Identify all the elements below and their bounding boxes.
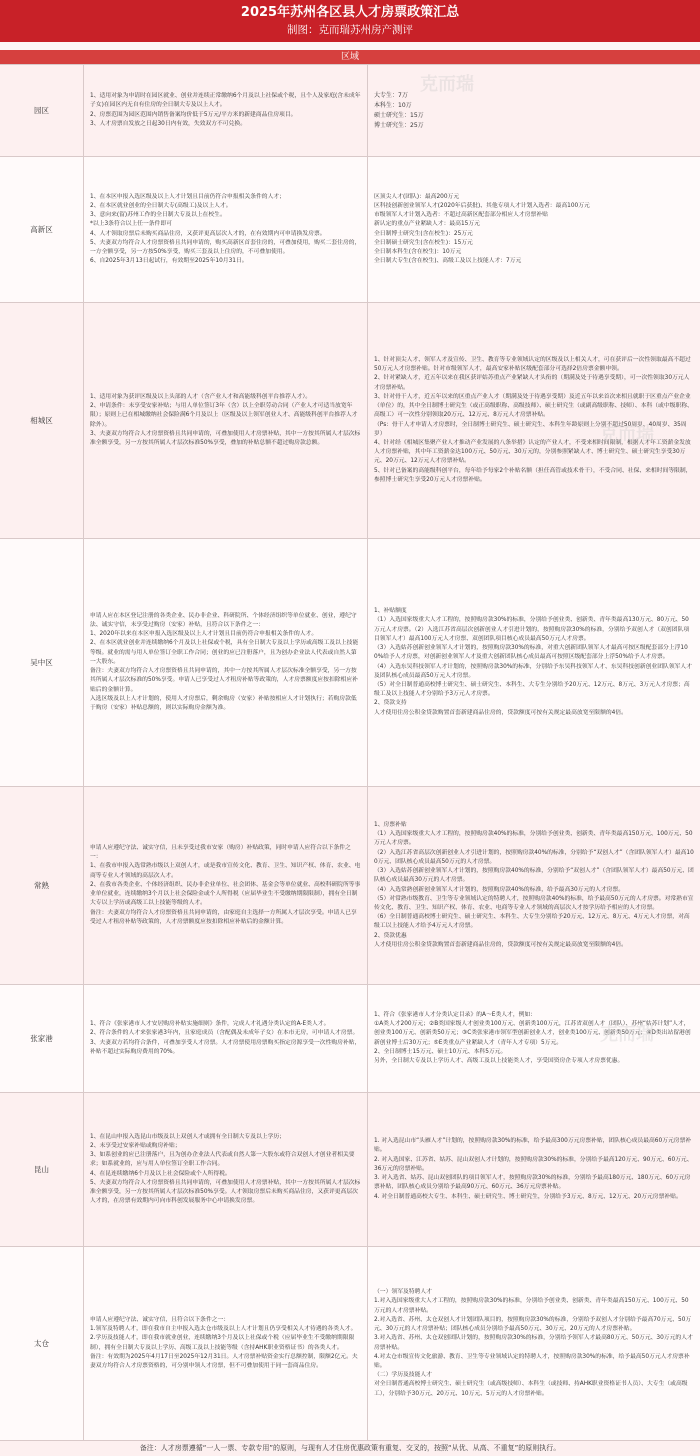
eligibility-cell	[84, 65, 368, 156]
subsidy-line: 区顶尖人才(团队)：最高200万元	[374, 193, 460, 200]
subsidy-line: 市级领军人才计划入选者：不超过高新区配套部分相应人才房票补贴	[374, 212, 548, 219]
subsidy-line: 5、针对已备案的高能级科创平台，每年给予每家2个补贴名额（担任高管或技术骨干），不受合同、社保、来相时间等限制，参照博士研究生享受20万元人才房票补贴。	[374, 467, 692, 483]
eligibility-line: 1、在昆山申报入选昆山市级及以上双创人才或拥有全日制大专及以上学历；	[90, 1133, 285, 1140]
region-name: 太仓	[0, 1247, 84, 1440]
eligibility-cell	[84, 157, 368, 302]
subsidy-line: （3）入选姑苏创新创业领军人才计划的，按照购房款30%的标准，对重大创新团队领军人才最高可按区级配套部分上浮100%给予人才房票，对创新创业领军人才及重大创新团队核心成员最高可按照区级配套部分上浮50%给予人才房票。	[374, 645, 688, 661]
eligibility-line: 5、夫妻双方均符合人才房票资格且共同申请的，购买高新区首套住房的，可叠加使用，购买二套住房的，一方全额享受，另一方按50%享受，购买三套及以上住房的，不可叠加使用。	[90, 239, 361, 255]
eligibility-line: 4、人才领取房票后未购买商品住房，又获评更高层次人才的，在有效期内可申请换发房票。	[90, 230, 326, 237]
subsidy-line: 2、贷款支持	[374, 700, 407, 707]
subsidy-line: 3.对入选省、苏州、太仓双创团队计划的，按照购房款30%的标准，分别给予领军人才最高80万元、50万元、30万元的人才房票补贴。	[374, 1335, 693, 1351]
eligibility-line: 申请人应遵纪守法、诚实守信，且未享受过我市安家（购房）补贴政策，同时申请人应符合以下条件之一：	[90, 845, 351, 861]
subsidy-line: 对全日制普通高校博士研究生、硕士研究生（或高级技师）、本科生（或技师、持AHK职业资格证书人员）、大专生（或高级工），分别给予30万元、20万元、10万元、5万元的人才房票补贴。	[374, 1381, 688, 1397]
subsidy-line: （5）对全日制普通高校博士研究生、硕士研究生、本科生、大专生分别给予20万元、12万元、8万元、3万元人才房票；高级工及以上技能人才分别给予3万元人才房票。	[374, 681, 690, 698]
subsidy-line: （一）领军及特聘人才	[374, 1289, 432, 1296]
eligibility-line: 3、夫妻双方若均符合条件，可叠加享受人才房票。人才房票使用房票购买指定房源享受一次性购房补贴，补贴不超过实际购房费用的70%。	[90, 1039, 361, 1055]
region-row	[0, 786, 700, 984]
subsidy-cell	[368, 539, 700, 786]
eligibility-line: 申请人应遵纪守法、诚实守信，且符合以下条件之一：	[90, 1316, 230, 1323]
subsidy-line: 1、房票补贴	[374, 822, 407, 829]
subsidy-line: 1. 对入选昆山市“头雁人才”计划的，按照购房款30%的标准，给予最高300万元房票补贴，团队核心成员最高60万元房票补贴。	[374, 1138, 692, 1154]
region-row	[0, 984, 700, 1092]
watermark: 克而瑞	[420, 74, 474, 95]
subsidy-line: （3）入选姑苏创新创业领军人才计划的，按照购房款40%的标准，分别给予“双创人才”（含团队领军人才）最高50万元、团队核心成员最高30万元的人才房票。	[374, 868, 694, 884]
region-name: 园区	[0, 65, 84, 156]
subsidy-line: 博士研究生：25万	[374, 121, 424, 129]
subsidy-line: （4）入选常熟创新创业领军人才计划的，按照购房款40%的标准，给予最高30万元的人才房票。	[374, 886, 625, 893]
eligibility-line: 6、自2025年3月13日起试行，有效期至2025年10月31日。	[90, 258, 248, 265]
eligibility-line: 2、在我市各类企业、个体经济组织、民办非企业单位、社会团体、基金会等单位就业、高校科研院所等事业单位就业，连续缴纳3个月以上社会保险金或个人所得税（应届毕业生不受缴纳期限限制），拥有全日制大专以上学历或高级工以上技能等级的人才。	[90, 881, 361, 907]
subsidy-line: 2、针对紧缺人才，近五年以来在我区获评姑苏重点产业紧缺人才头衔的（期满及处于待遇享受期），可一次性领取30万元人才房票补贴。	[374, 375, 690, 391]
watermark: 克而瑞	[600, 1024, 654, 1045]
eligibility-cell	[84, 985, 368, 1092]
region-name: 相城区	[0, 303, 84, 538]
eligibility-line: 1、在本区申报入选区级及以上人才计划且目前仍符合申报相关条件的人才；	[90, 193, 285, 200]
eligibility-line: 1、适用对象为获评区级及以上头部的人才（含产业人才和高能级科创平台推荐人才）。	[90, 393, 312, 400]
eligibility-line: 1.领军及特聘人才，即在我市自主申报入选太仓市级及以上人才计划且仍享受相关人才待遇的各类人才。	[90, 1326, 357, 1333]
subsidy-line: 2.对入选省、苏州、太仓双创人才计划团队项目的，按照购房款30%的标准，分别给予双创人才分别给予最高70万元、50万元、30万元的人才房票补贴；团队核心成员分别给予最高50万元、30万元、20万元的人才房票补贴。	[374, 1316, 692, 1333]
eligibility-line: 1、适用对象为申请时在园区就业、创业并连续正常缴纳6个月及以上社保或个税，且个人及家庭(含未成年子女)在园区内无自有住房的全日制大专及以上人才。	[90, 93, 361, 109]
subsidy-line: 4.对太仓市级宣传文化旅游、教育、卫生等专业领域认定的特聘人才，按照购房款30%的标准，给予最高50万元人才房票补贴。	[374, 1353, 690, 1369]
subsidy-line: 2、贷款优惠	[374, 932, 407, 939]
subsidy-cell	[368, 1093, 700, 1246]
eligibility-line: 备注：有效期为2025年4月17日至2025年12月31日。人才房票补贴资金实行总额控制，限额2亿元。夫妻双方均符合人才房票资格的，可分别申领人才房票，但不可叠加使用于同一套商品住房。	[90, 1353, 358, 1369]
eligibility-line: 备注：夫妻双方均符合人才房票资格且共同申请的，其中一方按其所属人才层次标准全额享受，另一方按其所属人才层次标准的50%享受。申请人已享受过人才租房补贴等政策的，人才房票额度应按扣除相应补贴后的金额计算。	[90, 668, 358, 693]
page-subtitle: 制图：克而瑞苏州房产测评	[287, 24, 413, 36]
subsidy-line: （1）入选国家级重大人才工程的，按照购房款30%的标准，分别给予创业类、创新类、青年类最高130万元、80万元、50万元人才房票。（2）入选江苏省高层次创新创业人才引进计划的，按照购房款30%的标准，分别给予双创人才（双创团队项目领军人才）最高100万元人才房票、双创团队项目核心成员最高50万元人才房票。	[374, 617, 690, 642]
eligibility-line: 2、未享受过安家补贴或购房补贴；	[90, 1142, 181, 1149]
eligibility-line: 1、在我市申报入选常熟市级以上双创人才，或是我市宣传文化、教育、卫生、知识产权、体育、农业、电商等专业人才领域的高层次人才。	[90, 863, 361, 879]
subsidy-line: 4、针对经《相城区集聚产业人才推动产业发展的八条举措》认定的产业人才，不受来相时间限制，根据人才年工资薪金发放人才房票补贴，其中年工资薪金达100万元、50万元、30万元的，分别参照紧缺人才、博士研究生、硕士研究生享受30万元、20万元、12万元人才房票补贴。	[374, 439, 691, 465]
eligibility-line: 2、在本区就业创业的全日制大专(高级工)及以上人才。	[90, 202, 232, 209]
subsidy-cell	[368, 65, 700, 156]
subsidy-line: （4）入选东吴科技领军人才计划的，按照购房款30%的标准，分别给予东吴科技领军人才、东吴科技创新创业团队领军人才及团队核心成员最高50万元人才房票。	[374, 663, 693, 679]
region-name: 吴中区	[0, 539, 84, 786]
region-row	[0, 156, 700, 302]
subsidy-line: 1、针对顶尖人才、领军人才及宣传、卫生、教育等专业领域认定的区级及以上相关人才，可在获评后一次性领取最高不超过50万元人才房票补贴。针对市级领军人才，最高安家补贴区级配套部分可选择2倍房票金额申领。	[374, 357, 691, 373]
page-title: 2025年苏州各区县人才房票政策汇总	[240, 5, 460, 20]
subsidy-cell	[368, 985, 700, 1092]
eligibility-line: 3、人才房票自发放之日起30日内有效，失效双方不可兑换。	[90, 120, 246, 127]
eligibility-line: 2、在本区就业创业并连续缴纳6个月及以上社保或个税，具有全日制大专及以上学历或高级工及以上技能等级。就业的需与用人单位签订全职工作合同；创业的应已注册落户，且为创办企业法人代表或自然人第一大股东。	[90, 640, 359, 665]
subsidy-line: 另外，全日制大专及以上学历人才、高级工及以上技能类人才，享受国资房企专项人才房票优惠。	[374, 1057, 624, 1064]
region-name: 常熟	[0, 787, 84, 984]
eligibility-line: 3、如系创业的应已注册落户，且为创办企业法人代表或自然人第一大股东或符合双创人才创业者相关要求；如系就业的，应与用人单位签订全职工作合同。	[90, 1152, 355, 1168]
eligibility-line: 3、意向来(留)苏州工作的全日制大专及以上在校生。	[90, 212, 226, 219]
subsidy-cell	[368, 787, 700, 984]
eligibility-line: 3、夫妻双方均符合人才房票资格且共同申请的，可叠加使用人才房票补贴，其中一方按其所属人才层次标准全额享受，另一方按其所属人才层次标准50%享受，叠加的补贴总额不超过购房款总额。	[90, 430, 361, 446]
subsidy-cell	[368, 303, 700, 538]
region-name: 高新区	[0, 157, 84, 302]
eligibility-line: 备注：夫妻双方均符合人才房票资格且共同申请的，由家庭自主选择一方所属人才层次享受。申请人已享受过人才租房补贴等政策的，人才房票额度应按扣除相应补贴后的金额计算。	[90, 909, 357, 925]
watermark: 克而瑞	[600, 424, 654, 445]
subsidy-line: 3、针对骨干人才，近五年以来的区重点产业人才（期满及处于待遇享受期）及近五年以来首次来相且就职于区重点产业企业（单位）的，其中全日制博士研究生（或正高级职称、高级技师）、硕士研究生（或副高级职称、技师）、本科（或中级职称、高级工）可一次性分别领取20万元、12万元、8万元人才房票补贴。	[374, 393, 693, 419]
eligibility-cell	[84, 1093, 368, 1246]
region-row	[0, 1246, 700, 1440]
subsidy-line: ①A类人才200万元；②B类国家级人才创业类100万元、创新类100万元，江苏省双创人才（团队）、苏州“姑苏计划”人才，创业类100万元、创新类50万元；③C类张家港市领军型创新创业人才，创业类100万元、创新类50万元；④D类出站留港创新创业博士后30万元；⑤E类重点产业紧缺人才（青年人才专项）5万元。	[374, 1021, 691, 1046]
subsidy-line: 1、补贴额度	[374, 608, 407, 615]
subsidy-line: 本科生：10万	[374, 101, 412, 109]
subsidy-line: 2、全日制博士15万元、硕士10万元、本科5万元。	[374, 1048, 507, 1055]
subsidy-cell	[368, 1247, 700, 1440]
subsidy-line: （5）对常熟市级教育、卫生等专业领域认定的特聘人才，按照购房款40%的标准，给予最高50万元的人才房票。对常熟市宣传文化、教育、卫生、知识产权、体育、农业、电商等专业人才领域的高层次人才按学历给予相应的人才房票。	[374, 895, 694, 911]
eligibility-line: 2、房票范围为园区范围内销售备案均价低于5万元/平方米的新建商品住房项目。	[90, 111, 297, 118]
eligibility-cell	[84, 539, 368, 786]
subsidy-line: 区科技创新创业领军人才(2020年后获批)、其他专项人才计划入选者：最高100万元	[374, 202, 590, 209]
subsidy-line: 全日制硕士研究生(含在校生)：15万元	[374, 239, 473, 246]
eligibility-cell	[84, 303, 368, 538]
eligibility-line: 2、申请条件：未享受安家补贴；与用人单位签订3年（含）以上全职劳动合同（产业人才可适当放宽年限）；原则上已在相城缴纳社会保险满6个月及以上（区级及以上领军创业人才、高能级科创平台推荐人才除外）。	[90, 403, 358, 428]
region-name: 昆山	[0, 1093, 84, 1246]
subsidy-line: 人才使用住房公积金贷款购置首套新建商品住房的，贷款额度可按有关规定最高放宽至限额的4倍。	[374, 709, 627, 716]
region-row	[0, 1092, 700, 1246]
region-name: 张家港	[0, 985, 84, 1092]
subsidy-line: （1）入选国家级重大人才工程的，按照购房款40%的标准，分别给予创业类、创新类、青年类最高150万元、100万元、50万元人才房票。	[374, 831, 693, 847]
footer-note: 备注：人才房票遵循“一人一票、专款专用”的原则，与现有人才住房优惠政策有重复、交叉的，按照“从优、从高、不重复”的原则执行。	[0, 1440, 700, 1456]
eligibility-line: 2.学历及技能人才，即在我市就业创业，连续缴纳3个月及以上社保或个税（应届毕业生不受缴纳期限限制），拥有全日制大专及以上学历、高级工及以上技能等级（含持AHK职业资格证书）的各类人才。	[90, 1335, 355, 1351]
subsidy-line: 全日制本科生(含在校生)：10万元	[374, 248, 462, 255]
eligibility-line: 申请人应在本区登记注册的各类企业、民办非企业、科研院所、个体经济组织等单位就业、创业，遵纪守法、诚实守信，未享受过购房（安家）补贴，且符合以下条件之一：	[90, 612, 357, 629]
region-row	[0, 302, 700, 538]
subsidy-line: （6）全日制普通高校博士研究生、硕士研究生、本科生、大专生分别给予20万元、12万元、8万元、4万元人才房票，对高级工以上技能人才给予4万元人才房票。	[374, 914, 690, 930]
subsidy-line: 全日制大专生(含在校生)、高级工及以上技能人才：7万元	[374, 258, 522, 265]
region-row	[0, 64, 700, 156]
subsidy-line: 大专生：7万	[374, 91, 408, 99]
subsidy-line: （二）学历及技能人才	[374, 1372, 432, 1379]
eligibility-cell	[84, 1247, 368, 1440]
eligibility-line: 1、符合《张家港市人才安居购房补贴实施细则》条件，完成人才礼遇分类认定的A-E类人才。	[90, 1021, 330, 1028]
eligibility-line: 1、2020年以来在本区申报入选区级及以上人才计划且目前仍符合申报相关条件的人才。	[90, 631, 318, 638]
subsidy-line: 人才使用住房公积金贷款购置首套新建商品住房的，贷款额度可按有关规定最高放宽至限额的4倍。	[374, 941, 627, 948]
page-header	[0, 0, 700, 42]
eligibility-line: 4、在昆连续缴纳6个月及以上社会保险或个人所得税。	[90, 1170, 231, 1177]
subsidy-line: 新认定的重点产业紧缺人才：最高15万元	[374, 221, 480, 228]
subsidy-line: 硕士研究生：15万	[374, 111, 424, 119]
subsidy-line: 3. 对入选省、姑苏、昆山双创团队的项目领军人才，按照购房款30%的标准，分别给予最高180万元、180万元、60万元房票补贴，团队核心成员分别给予最高90万元、60万元、36万元房票补贴。	[374, 1175, 691, 1191]
eligibility-cell	[84, 787, 368, 984]
eligibility-line: *以上3条符合以上任一条件即可	[90, 221, 172, 228]
subsidy-line: 2. 对入选国家、江苏省、姑苏、昆山双创人才计划的，按照购房款30%的标准，分别给予最高120万元、90万元、60万元、36万元的房票补贴。	[374, 1156, 693, 1172]
subsidy-line: （Ps：骨干人才申请人才房票时，全日制博士研究生、硕士研究生、本科生年龄原则上分别不超过50周岁、40周岁、35周岁）	[374, 421, 687, 437]
subsidy-line: 1、符合《张家港市人才分类认定目录》的A～E类人才，例如：	[374, 1011, 537, 1018]
column-header: 区域	[0, 50, 700, 64]
subsidy-line: 1.对入选国家级重大人才工程的，按照购房款30%的标准，分别给予创业类、创新类、青年类最高150万元、100万元、50万元的人才房票补贴。	[374, 1298, 689, 1314]
subsidy-line: 全日制博士研究生(含在校生)：25万元	[374, 230, 473, 237]
subsidy-cell	[368, 157, 700, 302]
subsidy-line: 4. 对全日制普通高校大专生、本科生、硕士研究生、博士研究生，分别给予3万元、8万元、12万元、20万元房票补贴。	[374, 1193, 682, 1200]
subsidy-line: （2）入选江苏省高层次创新创业人才引进计划的，按照购房款40%的标准，分别给予“双创人才”（含团队领军人才）最高100万元、团队核心成员最高50万元的人才房票。	[374, 849, 694, 865]
eligibility-line: 入选区级及以上人才计划的，使用人才房票后，剩余购房（安家）补贴按相应人才计划执行；若购房款低于购房（安家）补贴总额的，则以实际购房金额为准。	[90, 695, 357, 711]
region-row	[0, 538, 700, 786]
eligibility-line: 2、符合条件的人才来张家港3年内，且家庭成员（含配偶及未成年子女）在本市无房，可申请人才房票。	[90, 1030, 359, 1037]
eligibility-line: 5、夫妻双方均符合人才房票资格且共同申请的，可叠加使用人才房票补贴，其中一方按其所属人才层次标准全额享受，另一方按其所属人才层次标准50%享受。人才领取房票后未购买商品住房，又获评更高层次人才的，在房票有效期内可向市科创发展服务中心申请换发房票。	[90, 1179, 361, 1205]
